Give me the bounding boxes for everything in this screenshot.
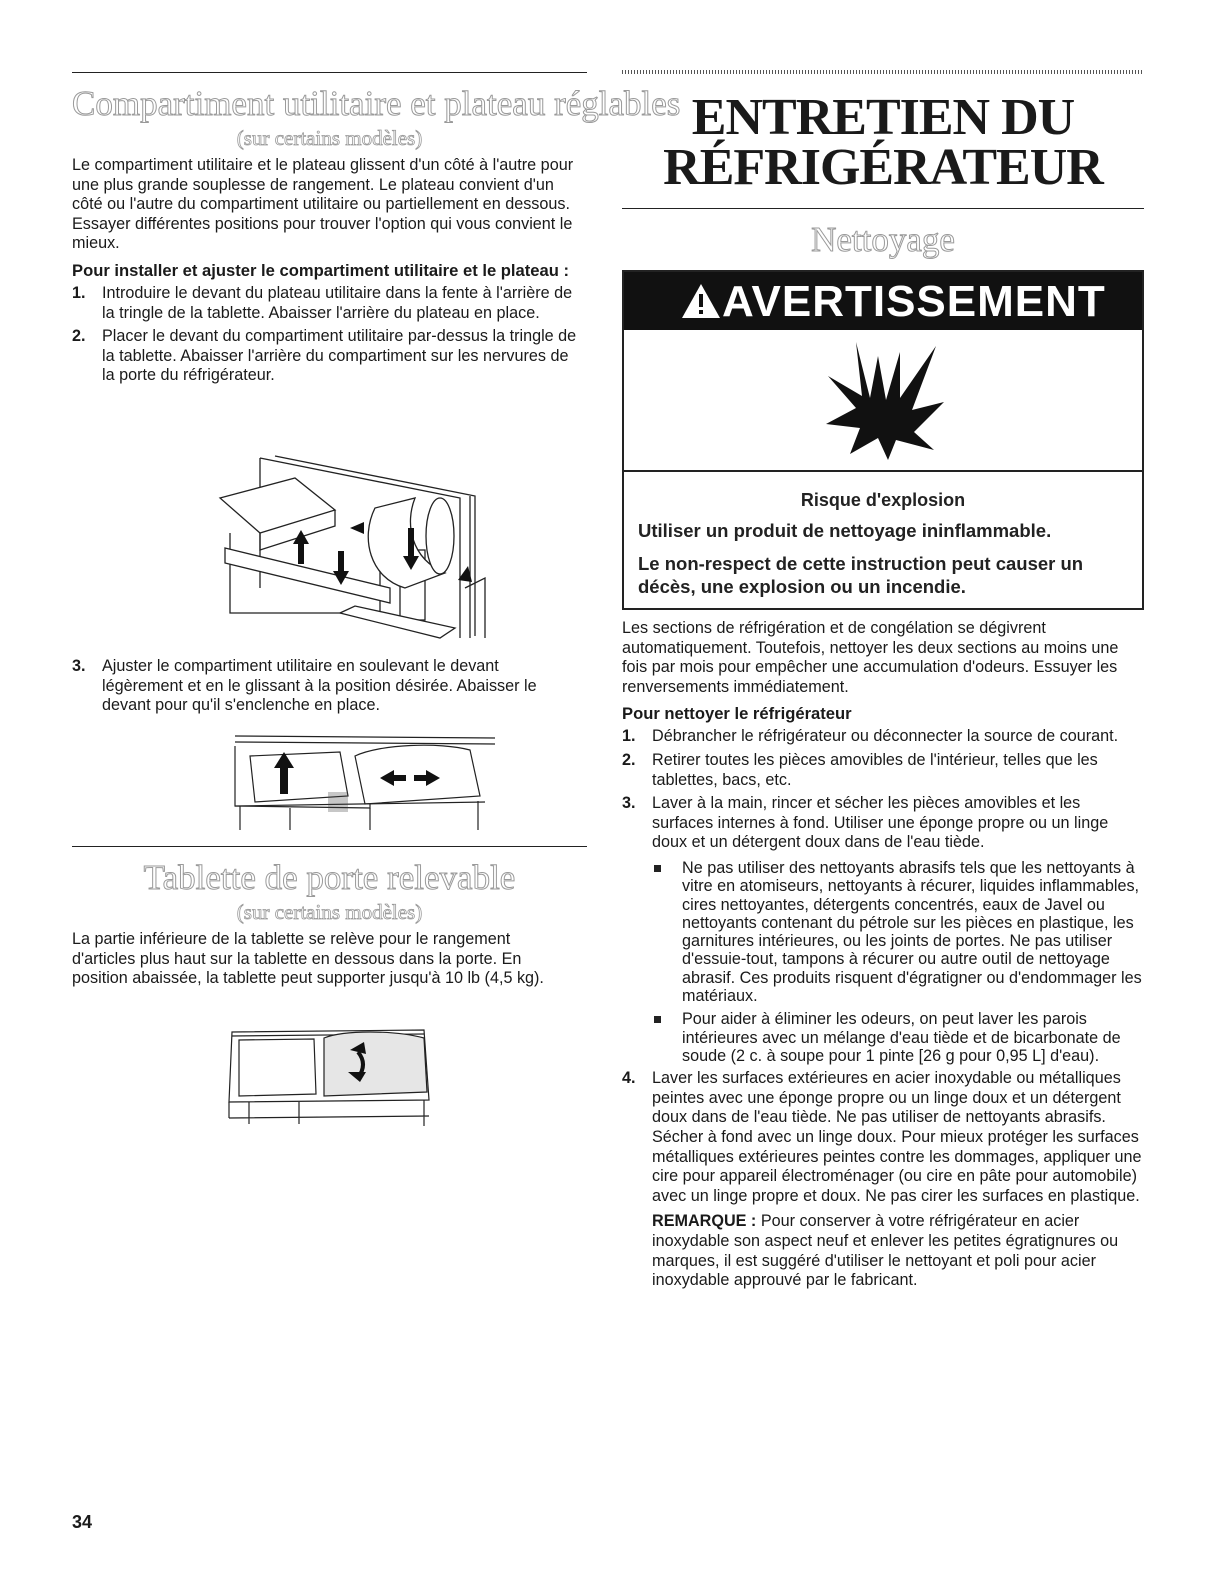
cleaning-note — [652, 1212, 1142, 1290]
door-shelf-illustration — [224, 1022, 434, 1126]
bullet-square-icon — [654, 865, 661, 872]
step-text: Placer le devant du compartiment utilitaire par-dessus la tringle de la tablette. Abaisser l'arrière du compartiment sur les nervures de la porte du réfrigérateur. — [102, 327, 577, 385]
bullet-text: Pour aider à éliminer les odeurs, on peut laver les parois intérieures avec un mélange d'eau tiède et de bicarbonate de soude (2 c. à soupe pour 1 pinte [26 g pour 0,95 L] d'eau). — [682, 1010, 1121, 1065]
warning-line-1: Utiliser un produit de nettoyage ininflammable. — [638, 520, 1052, 541]
page-title-line-1: ENTRETIEN DU — [691, 89, 1075, 146]
cleaning-step-4 — [622, 1069, 1142, 1291]
bullet-item — [652, 859, 1142, 1005]
step-text: Laver à la main, rincer et sécher les pièces amovibles et les surfaces internes à fond. Utiliser une éponge propre ou un linge doux et un détergent doux dans de l'eau tiède. — [652, 794, 1109, 852]
warning-banner — [624, 272, 1142, 330]
step-number: 4. — [622, 1069, 636, 1088]
bullet-text: Ne pas utiliser des nettoyants abrasifs tels que les nettoyants à vitre en atomiseurs, nettoyants à récurer, liquides inflammables, cires nettoyantes, détergents concentrés, eaux de Javel ou nettoyants contenant du pétrole sur les pièces en plastique, les garnitures intérieures, ou les joints de portes. Ne pas utiliser d'essuie-tout, tampons à récurer ou autre outil de nettoyage abrasif. Ces produits risquent d'égratigner ou d'endommager les matériaux. — [682, 858, 1142, 1006]
explosion-icon — [816, 336, 956, 464]
page-title-line-2: RÉFRIGÉRATEUR — [663, 139, 1103, 196]
cleaning-heading: Pour nettoyer le réfrigérateur — [622, 704, 852, 724]
section-title-cleaning: Nettoyage — [811, 220, 955, 259]
compartment-adjust-illustration — [230, 726, 500, 832]
note-label: REMARQUE : — [652, 1212, 757, 1231]
page-number: 34 — [72, 1512, 93, 1532]
step-text: Introduire le devant du plateau utilitaire dans la fente à l'arrière de la tringle de la tablette. Abaisser l'arrière du plateau en place. — [102, 283, 573, 322]
compartment-step-3 — [72, 657, 577, 716]
step-text: Laver les surfaces extérieures en acier inoxydable ou métalliques peintes avec une éponge propre ou un linge doux et un détergent doux dans de l'eau tiède. Ne pas utiliser de nettoyants abrasifs. Sécher à fond avec un linge doux. Pour mieux protéger les surfaces métalliques extérieures peintes contre les dommages, appliquer une cire pour appareil électroménager (ou cire en pâte pour automobile) avec un linge propre et doux. Ne pas cirer les surfaces en plastique. — [652, 1069, 1142, 1205]
compartment-install-illustration — [200, 438, 500, 644]
cleaning-step-2 — [622, 751, 1142, 790]
step-number: 3. — [622, 794, 636, 813]
warning-banner-label: AVERTISSEMENT — [722, 277, 1106, 326]
step-number: 1. — [72, 283, 86, 302]
bullet-square-icon — [654, 1016, 661, 1023]
right-title-rule — [622, 208, 1144, 209]
note-text: Pour conserver à votre réfrigérateur en acier inoxydable son aspect neuf et enlever les petites égratignures ou marques, il est suggéré d'utiliser le nettoyant et poli pour acier inoxydable approuvé par le fabricant. — [652, 1212, 1119, 1290]
compartment-intro: Le compartiment utilitaire et le plateau glissent d'un côté à l'autre pour une plus grande souplesse de rangement. Le plateau convient d'un côté ou l'autre du compartiment utilitaire ou partiellement en dessous. Essayer différentes positions pour trouver l'option qui vous convient le mieux. — [72, 156, 574, 253]
compartment-step-2 — [72, 327, 577, 386]
warning-line-2: Le non-respect de cette instruction peut causer un décès, une explosion ou un incendie. — [638, 553, 1084, 597]
warning-risk-title: Risque d'explosion — [800, 490, 966, 510]
section-title-compartment: Compartiment utilitaire et plateau réglables — [72, 84, 681, 123]
bullet-item — [652, 1010, 1142, 1065]
step-number: 2. — [622, 750, 636, 769]
section-subtitle-compartment: (sur certains modèles) — [236, 126, 423, 150]
cleaning-intro: Les sections de réfrigération et de congélation se dégivrent automatiquement. Toutefois, nettoyer les deux sections au moins une fois par mois pour empêcher une accumulation d'odeurs. Essuyer les renversements immédiatement. — [622, 619, 1119, 696]
cleaning-bullets — [652, 859, 1142, 1065]
cleaning-step-3 — [622, 794, 1142, 1065]
warning-triangle-icon — [680, 282, 722, 320]
compartment-install-heading: Pour installer et ajuster le compartiment utilitaire et le plateau : — [72, 260, 570, 280]
door-shelf-intro: La partie inférieure de la tablette se relève pour le rangement d'articles plus haut sur la tablette en dessous dans la porte. En position abaissée, la tablette peut supporter jusqu'à 10 lb (4,5 kg). — [72, 930, 544, 988]
warning-pictogram-panel — [624, 330, 1142, 472]
step-number: 3. — [72, 657, 86, 675]
section-title-door-shelf: Tablette de porte relevable — [143, 858, 516, 897]
right-top-dotted-rule — [622, 70, 1144, 74]
step-number: 2. — [72, 327, 86, 346]
step-text: Débrancher le réfrigérateur ou déconnecter la source de courant. — [652, 727, 1119, 746]
warning-box — [622, 270, 1144, 610]
step-text: Ajuster le compartiment utilitaire en soulevant le devant légèrement et en le glissant à la position désirée. Abaisser le devant pour qu'il s'enclenche en place. — [102, 657, 537, 715]
left-mid-rule — [72, 846, 587, 847]
section-subtitle-door-shelf: (sur certains modèles) — [236, 900, 423, 924]
compartment-step-1 — [72, 284, 577, 323]
step-number: 1. — [622, 727, 636, 746]
cleaning-step-1 — [622, 727, 1142, 747]
step-text: Retirer toutes les pièces amovibles de l'intérieur, telles que les tablettes, bacs, etc. — [652, 750, 1098, 789]
left-top-rule — [72, 72, 587, 73]
